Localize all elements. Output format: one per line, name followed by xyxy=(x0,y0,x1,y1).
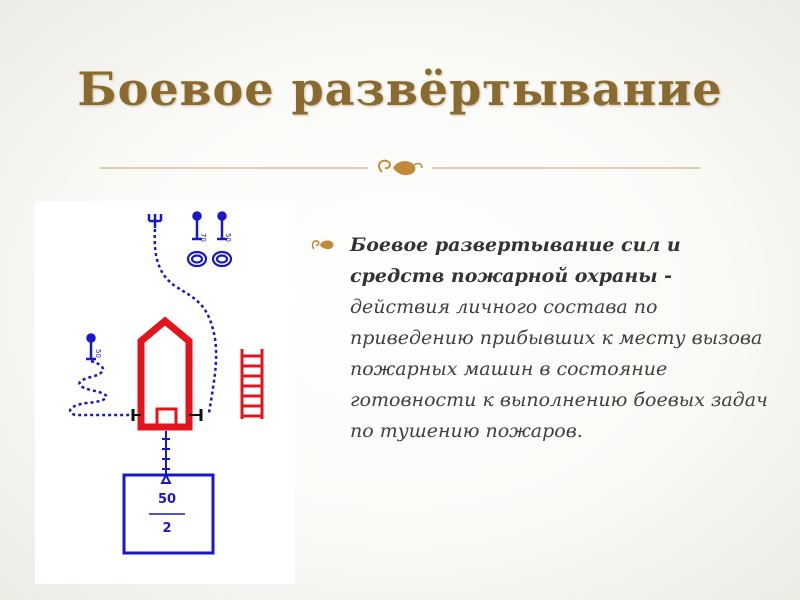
fleuron-divider-icon xyxy=(379,161,422,175)
deployment-diagram xyxy=(35,201,295,584)
branch-distributor-icon xyxy=(149,214,161,228)
truck-count: 2 xyxy=(162,521,172,536)
slide-title: Боевое развёртывание xyxy=(77,62,723,116)
hose-label: 70 xyxy=(199,233,207,242)
coiled-hose-line xyxy=(70,361,133,415)
ladder-icon xyxy=(242,349,262,419)
hose-label: 50 xyxy=(94,349,102,358)
fire-truck-icon xyxy=(133,321,201,427)
hose-label: 50 xyxy=(224,233,232,242)
bullet-text: действия личного состава по приведению прибывших к месту вызова пожарных машин в состояние готовности к выполнению боевых задач по тушению пожаров. xyxy=(350,296,768,442)
bullet-paragraph xyxy=(350,230,770,447)
rolled-hose-icon xyxy=(213,252,231,266)
title-divider xyxy=(100,156,700,180)
bullet-bold-text: Боевое развертывание сил и средств пожарной охраны - xyxy=(350,234,681,287)
fleuron-bullet-icon xyxy=(311,238,335,252)
truck-value: 50 xyxy=(157,492,177,507)
water-source-box xyxy=(124,475,213,553)
rolled-hose-icon xyxy=(188,252,206,266)
